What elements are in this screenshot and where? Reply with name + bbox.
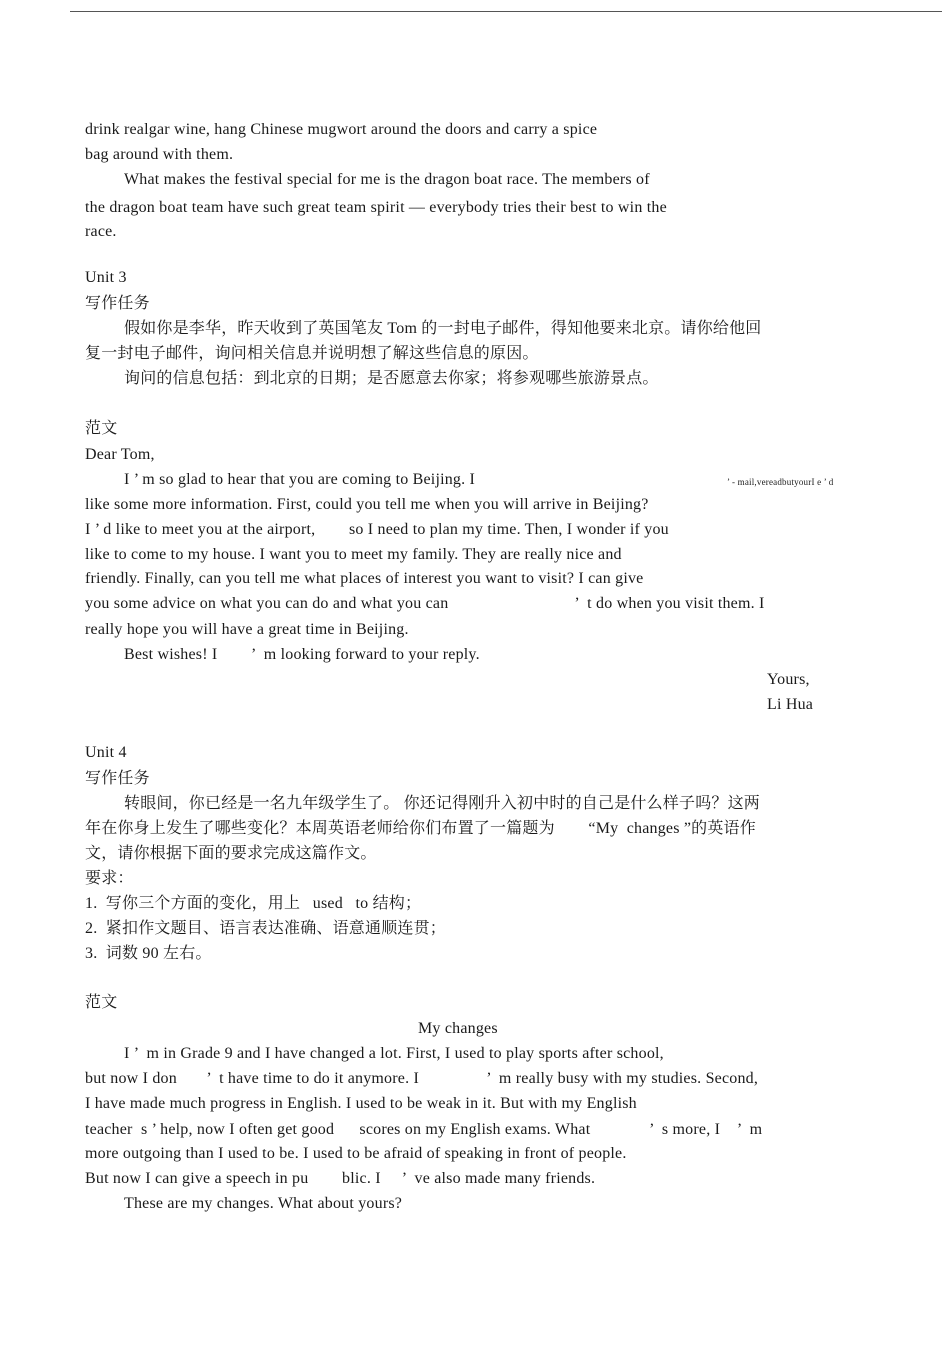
text-line: Unit 4 — [85, 744, 127, 761]
text-line: friendly. Finally, can you tell me what places of interest you want to visit? I can give — [85, 570, 644, 587]
text-line: 复一封电子邮件，询问相关信息并说明想了解这些信息的原因。 — [85, 345, 539, 362]
text-line: I ’ m so glad to hear that you are coming to Beijing. I — [124, 471, 476, 488]
text-line: teacher s ’ help, now I often get good scores on my English exams. What ’ s more, I ’ m — [85, 1121, 763, 1138]
text-line: Li Hua — [767, 696, 814, 713]
text-line: My changes — [418, 1020, 498, 1037]
text-line: the dragon boat team have such great team spirit — everybody tries their best to win the — [85, 199, 667, 216]
text-line: more outgoing than I used to be. I used to be afraid of speaking in front of people. — [85, 1145, 627, 1162]
text-line: ’ - mail,vereadbutyourI e ’ d — [727, 477, 834, 487]
text-line: 3. 词数 90 左右。 — [85, 945, 212, 962]
text-line: I ’ d like to meet you at the airport, so I need to plan my time. Then, I wonder if you — [85, 521, 669, 538]
text-line: What makes the festival special for me is the dragon boat race. The members of — [124, 171, 650, 188]
text-line: Best wishes! I ’ m looking forward to your reply. — [124, 646, 480, 663]
text-line: 范文 — [85, 994, 118, 1011]
text-line: bag around with them. — [85, 146, 234, 163]
text-line: 文，请你根据下面的要求完成这篇作文。 — [85, 845, 377, 862]
text-line: 要求： — [85, 870, 134, 887]
text-line: you some advice on what you can do and what you can ’ t do when you visit them. I — [85, 595, 765, 612]
text-line: 1. 写你三个方面的变化，用上 used to 结构； — [85, 895, 422, 912]
text-line: These are my changes. What about yours? — [124, 1195, 403, 1212]
text-line: like to come to my house. I want you to meet my family. They are really nice and — [85, 546, 622, 563]
text-line: 假如你是李华，昨天收到了英国笔友 Tom 的一封电子邮件，得知他要来北京。请你给他回 — [124, 320, 762, 337]
text-line: Dear Tom, — [85, 446, 155, 463]
text-line: but now I don ’ t have time to do it anymore. I ’ m really busy with my studies. Second, — [85, 1070, 759, 1087]
text-line: I have made much progress in English. I used to be weak in it. But with my English — [85, 1095, 637, 1112]
text-line: 2. 紧扣作文题目、语言表达准确、语意通顺连贯； — [85, 920, 447, 937]
text-line: 写作任务 — [85, 295, 150, 312]
text-line: 范文 — [85, 420, 118, 437]
text-line: I ’ m in Grade 9 and I have changed a lot. First, I used to play sports after school, — [124, 1045, 664, 1062]
text-line: But now I can give a speech in pu blic. I ’ ve also made many friends. — [85, 1170, 596, 1187]
text-line: 写作任务 — [85, 770, 150, 787]
text-line: 转眼间，你已经是一名九年级学生了。 你还记得刚升入初中时的自己是什么样子吗？这两 — [124, 795, 761, 812]
text-line: really hope you will have a great time in Beijing. — [85, 621, 409, 638]
text-line: 年在你身上发生了哪些变化？本周英语老师给你们布置了一篇题为 “My changes ”的英语作 — [85, 820, 756, 837]
text-line: Yours, — [767, 671, 810, 688]
top-rule — [70, 11, 942, 12]
text-line: drink realgar wine, hang Chinese mugwort around the doors and carry a spice — [85, 121, 598, 138]
text-line: 询问的信息包括：到北京的日期；是否愿意去你家；将参观哪些旅游景点。 — [124, 370, 659, 387]
text-line: Unit 3 — [85, 269, 127, 286]
text-line: race. — [85, 223, 117, 240]
text-line: like some more information. First, could you tell me when you will arrive in Beijing? — [85, 496, 649, 513]
